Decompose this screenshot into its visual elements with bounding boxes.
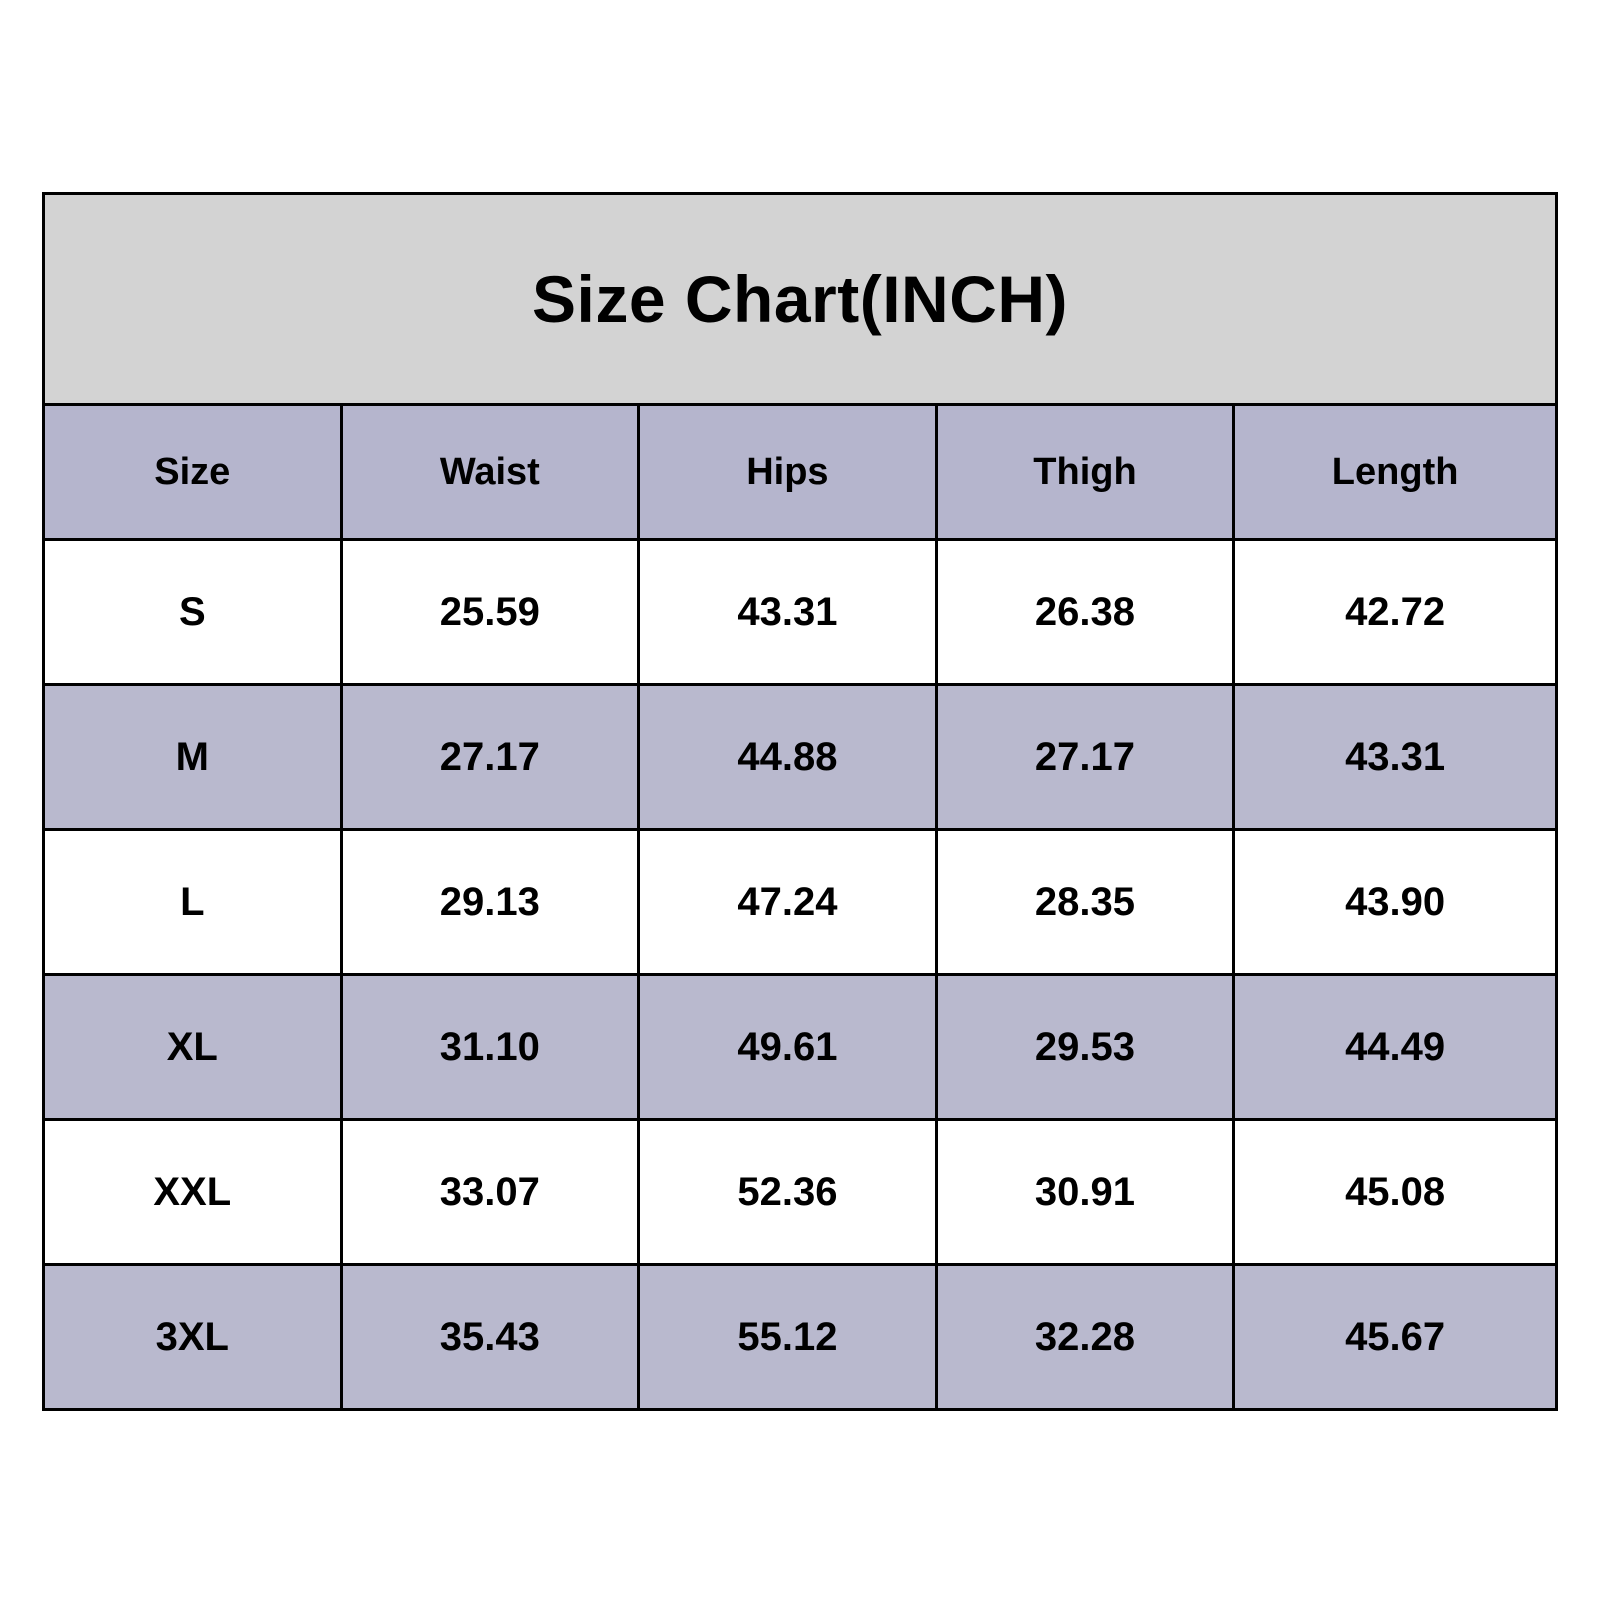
cell-thigh: 30.91 bbox=[936, 1120, 1234, 1265]
cell-size: XXL bbox=[44, 1120, 342, 1265]
cell-hips: 49.61 bbox=[639, 975, 937, 1120]
cell-thigh: 29.53 bbox=[936, 975, 1234, 1120]
table-row bbox=[44, 1120, 1557, 1265]
cell-thigh: 32.28 bbox=[936, 1265, 1234, 1410]
cell-length: 44.49 bbox=[1234, 975, 1557, 1120]
cell-hips: 47.24 bbox=[639, 830, 937, 975]
cell-length: 42.72 bbox=[1234, 540, 1557, 685]
cell-size: 3XL bbox=[44, 1265, 342, 1410]
column-header-length: Length bbox=[1234, 405, 1557, 540]
cell-waist: 31.10 bbox=[341, 975, 639, 1120]
column-header-waist: Waist bbox=[341, 405, 639, 540]
cell-waist: 29.13 bbox=[341, 830, 639, 975]
table-row bbox=[44, 1265, 1557, 1410]
table-row bbox=[44, 975, 1557, 1120]
cell-thigh: 28.35 bbox=[936, 830, 1234, 975]
table-row bbox=[44, 685, 1557, 830]
cell-length: 43.31 bbox=[1234, 685, 1557, 830]
size-chart-container bbox=[42, 192, 1558, 1411]
cell-length: 45.08 bbox=[1234, 1120, 1557, 1265]
cell-size: L bbox=[44, 830, 342, 975]
cell-hips: 44.88 bbox=[639, 685, 937, 830]
table-header-row bbox=[44, 405, 1557, 540]
cell-size: S bbox=[44, 540, 342, 685]
size-chart-table bbox=[42, 192, 1558, 1411]
cell-length: 45.67 bbox=[1234, 1265, 1557, 1410]
cell-waist: 27.17 bbox=[341, 685, 639, 830]
column-header-size: Size bbox=[44, 405, 342, 540]
cell-waist: 35.43 bbox=[341, 1265, 639, 1410]
column-header-thigh: Thigh bbox=[936, 405, 1234, 540]
cell-thigh: 26.38 bbox=[936, 540, 1234, 685]
cell-size: XL bbox=[44, 975, 342, 1120]
cell-waist: 33.07 bbox=[341, 1120, 639, 1265]
cell-thigh: 27.17 bbox=[936, 685, 1234, 830]
cell-hips: 55.12 bbox=[639, 1265, 937, 1410]
cell-waist: 25.59 bbox=[341, 540, 639, 685]
title-row bbox=[44, 194, 1557, 405]
table-row bbox=[44, 830, 1557, 975]
cell-size: M bbox=[44, 685, 342, 830]
table-row bbox=[44, 540, 1557, 685]
cell-length: 43.90 bbox=[1234, 830, 1557, 975]
chart-title: Size Chart(INCH) bbox=[44, 194, 1557, 405]
cell-hips: 43.31 bbox=[639, 540, 937, 685]
cell-hips: 52.36 bbox=[639, 1120, 937, 1265]
column-header-hips: Hips bbox=[639, 405, 937, 540]
